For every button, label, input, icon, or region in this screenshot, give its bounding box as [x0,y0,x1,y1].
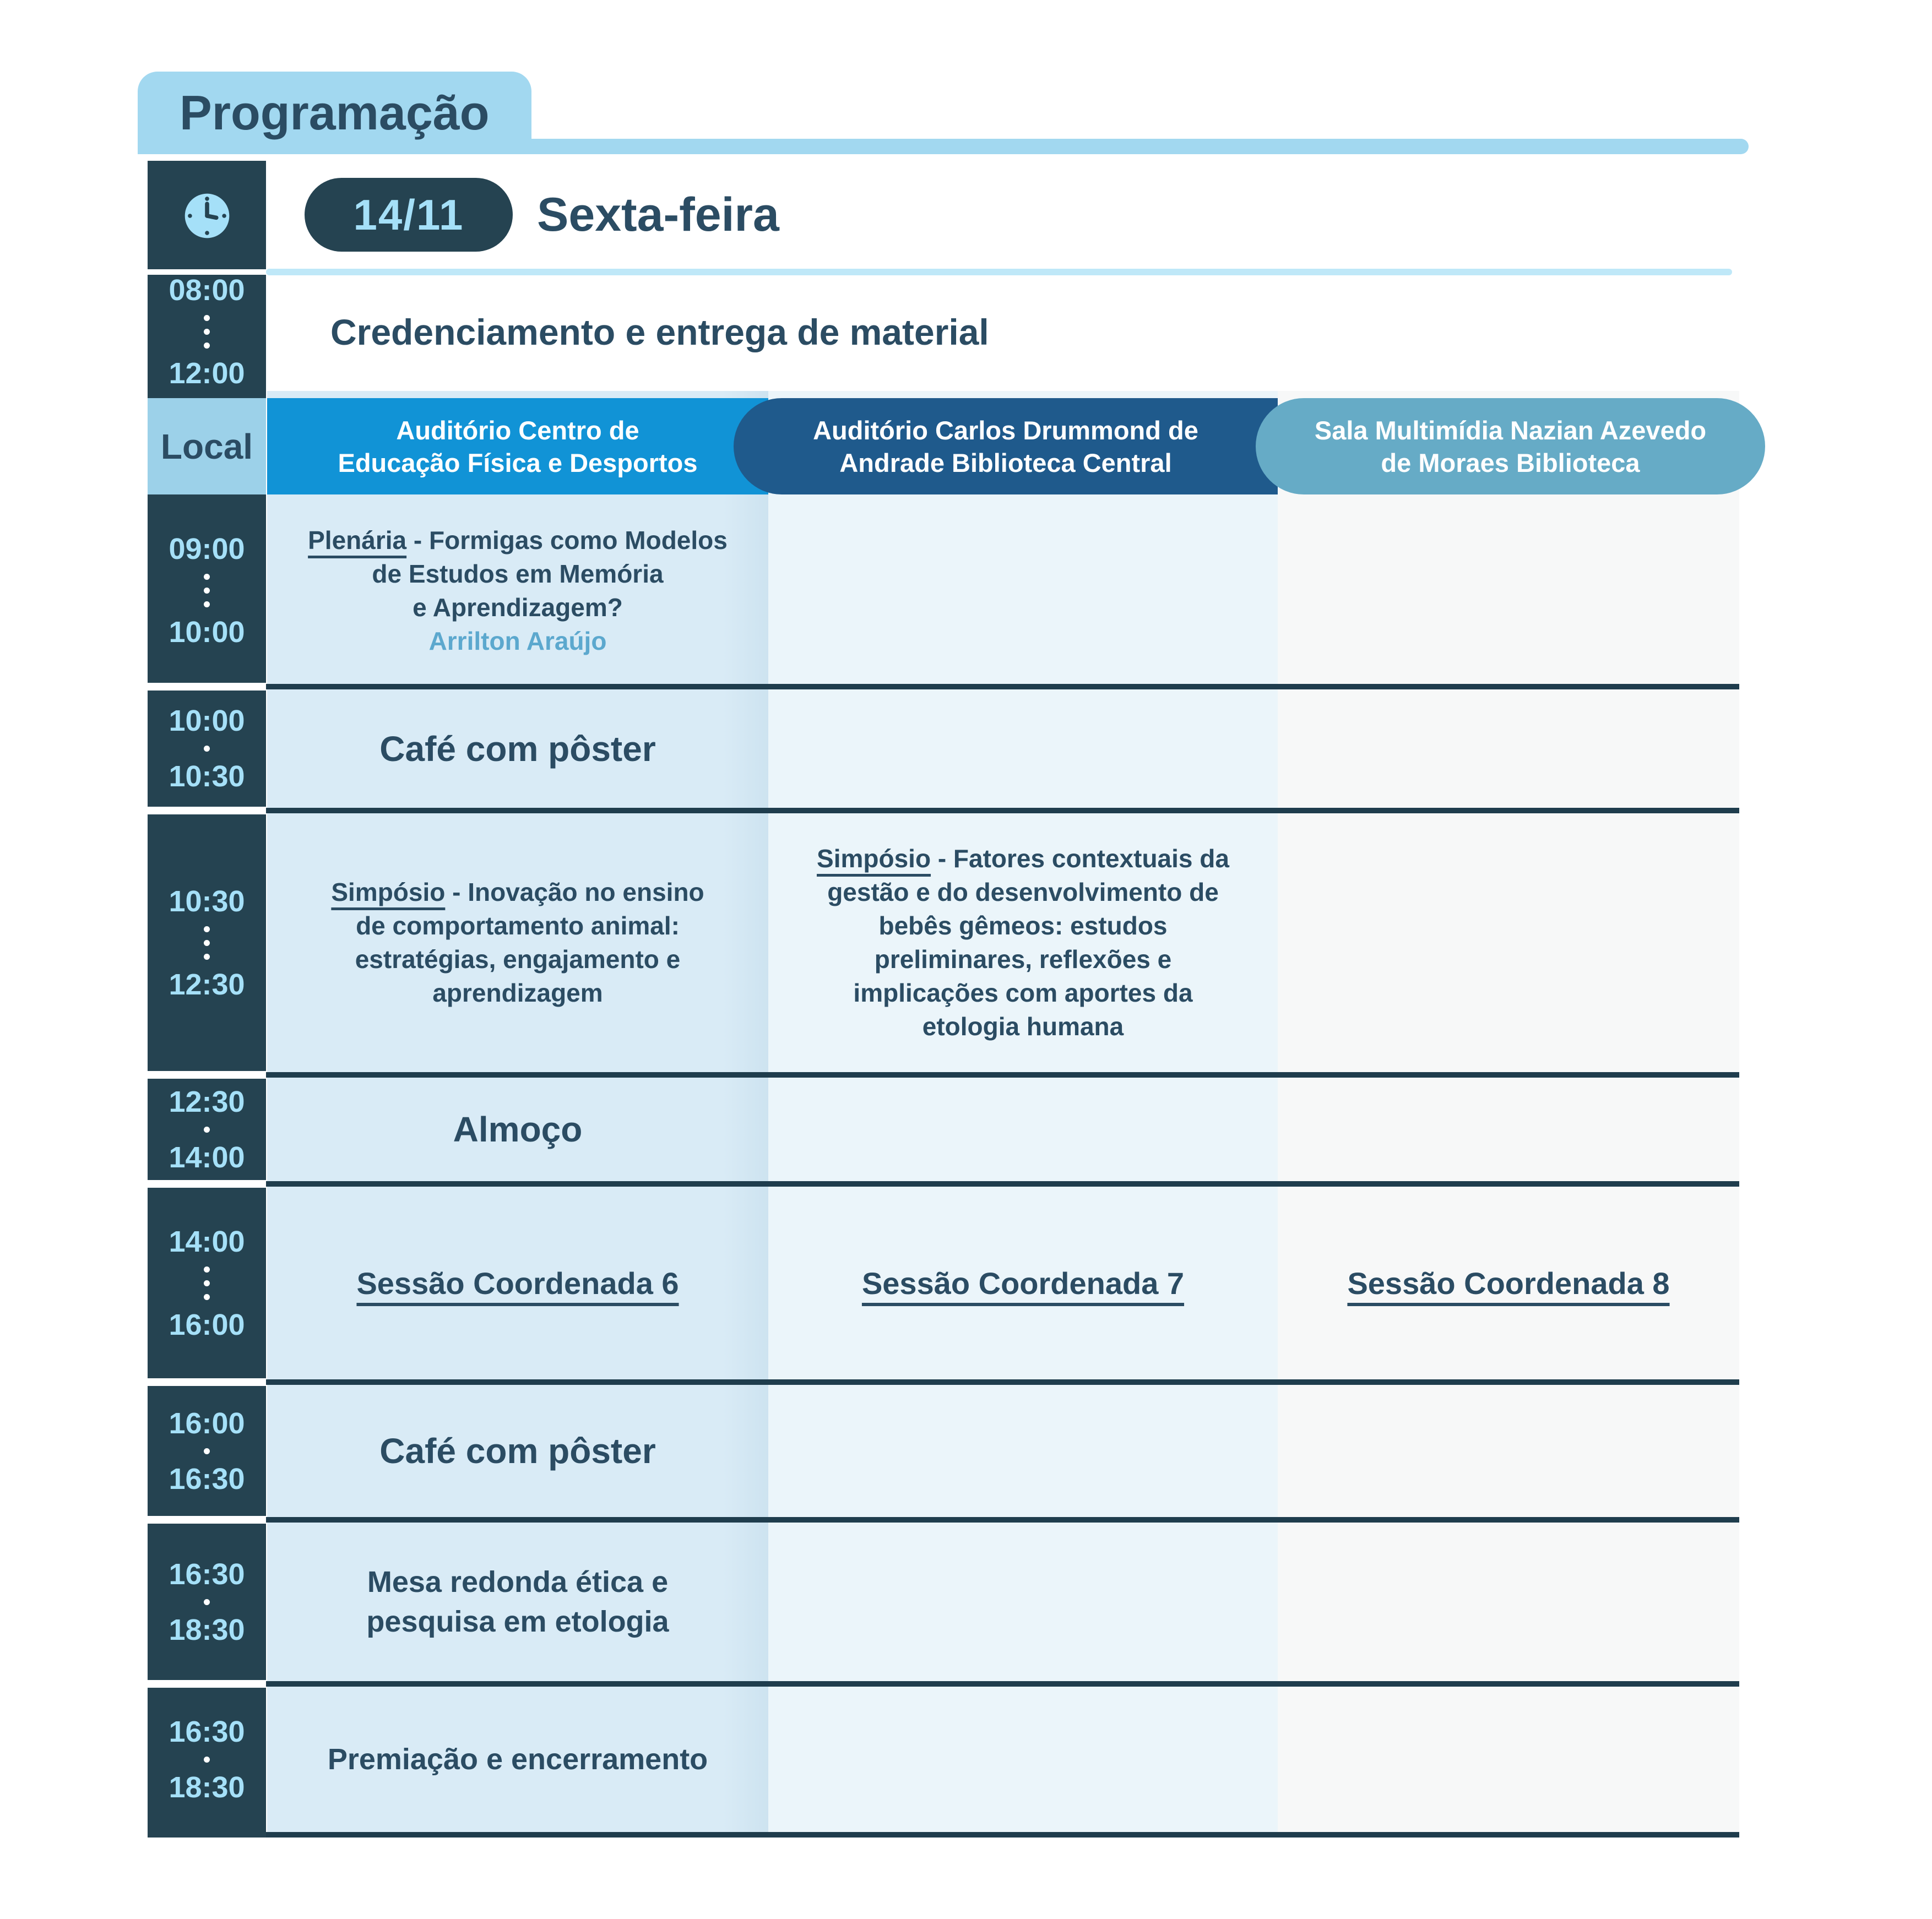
event-title-line: de comportamento animal: [356,911,680,940]
local-header-cell [148,398,266,494]
event-title: - Inovação no ensino [445,878,704,906]
time-dots [204,1444,210,1458]
time-start: 16:00 [169,1406,245,1440]
venue-header-auditorio-drummond [734,398,1278,494]
time-end: 12:00 [169,357,245,390]
event-title: Sessão Coordenada 8 [1347,1265,1670,1301]
time-dots [204,1753,210,1766]
time-end: 18:30 [169,1770,245,1804]
event-plenaria [267,494,768,687]
page-title: Programação [180,85,490,140]
venue-line: Auditório Carlos Drummond de [813,415,1198,445]
event-title-line: etologia humana [922,1012,1124,1041]
time-start: 09:00 [169,532,245,566]
venue-line: Auditório Centro de [396,415,639,445]
event-title: Almoço [453,1110,583,1149]
time-range [148,1075,266,1184]
time-dots [204,742,210,755]
venue-header-sala-multimidia [1256,398,1765,494]
event-title-line: implicações com aportes da [853,978,1193,1007]
column-2-background [768,391,1278,1836]
time-start: 16:30 [169,1715,245,1748]
event-title-line: gestão e do desenvolvimento de [827,878,1219,906]
time-range [148,1184,266,1382]
time-start: 12:30 [169,1085,245,1118]
date-badge-label: 14/11 [353,190,464,239]
time-end: 18:30 [169,1613,245,1646]
event-title: - Formigas como Modelos [406,525,728,555]
event-type-tag: Simpósio [817,844,931,873]
header-underline [266,269,1732,275]
event-title-line: pesquisa em etologia [366,1605,669,1638]
time-dots [204,311,210,352]
time-start: 08:00 [169,274,245,307]
row-divider [266,1379,1739,1385]
row-divider [266,1681,1739,1687]
event-registration: Credenciamento e entrega de material [330,311,989,352]
event-sessao-coordenada-7 [768,1184,1278,1382]
page-title-tab [138,72,531,154]
time-range [148,1382,266,1520]
venue-line: de Moraes Biblioteca [1381,448,1640,477]
event-type-tag: Simpósio [331,878,446,906]
event-title-line: bebês gêmeos: estudos [878,911,1168,940]
time-range [148,1520,266,1684]
header-accent-bar [523,139,1749,154]
event-title-line: Mesa redonda ética e [367,1565,669,1599]
time-end: 16:00 [169,1308,245,1341]
table-bottom-divider [266,1832,1739,1838]
time-start: 10:00 [169,704,245,737]
time-start: 14:00 [169,1225,245,1258]
event-title-line [308,524,728,557]
event-almoco [267,1075,768,1184]
event-premiacao [267,1684,768,1835]
time-end: 16:30 [169,1462,245,1496]
time-range [148,687,266,811]
date-badge [305,178,513,252]
time-end: 12:30 [169,967,245,1001]
event-title-line [331,876,704,909]
time-dots [204,1123,210,1137]
event-title: Premiação e encerramento [327,1743,708,1776]
venue-header-auditorio-cefd [267,398,768,494]
time-end: 10:30 [169,760,245,793]
column-3-background [1278,391,1739,1836]
local-label: Local [160,426,253,466]
event-sessao-coordenada-8 [1278,1184,1739,1382]
day-label: Sexta-feira [537,188,779,241]
row-divider [266,684,1739,689]
time-dots [204,570,210,611]
row-divider [266,808,1739,813]
event-title: Café com pôster [379,1431,656,1471]
time-dots [204,1263,210,1304]
event-sessao-coordenada-6 [267,1184,768,1382]
event-simposio-gemeos [768,811,1278,1075]
time-dots [204,922,210,964]
row-divider [266,1181,1739,1187]
clock-icon [184,193,230,239]
event-title-line: aprendizagem [432,978,603,1007]
event-title-line: estratégias, engajamento e [355,945,681,974]
event-title: Café com pôster [379,729,656,769]
venue-line: Educação Física e Desportos [338,448,698,477]
time-dots [204,1595,210,1609]
venue-line: Sala Multimídia Nazian Azevedo [1314,415,1707,445]
time-end: 14:00 [169,1140,245,1174]
event-speaker: Arrilton Araújo [428,626,607,655]
time-range [148,811,266,1075]
time-range [148,1684,266,1835]
event-title: Sessão Coordenada 6 [356,1265,679,1301]
event-title-line: de Estudos em Memória [372,559,664,588]
time-start: 16:30 [169,1557,245,1591]
event-type-tag: Plenária [308,525,407,555]
event-title: - Fatores contextuais da [931,844,1229,873]
time-end: 10:00 [169,616,245,649]
event-cafe-com-poster-2 [267,1382,768,1520]
event-title-line [817,842,1229,876]
time-start: 10:30 [169,884,245,918]
event-cafe-com-poster [267,687,768,811]
event-title-line: e Aprendizagem? [413,592,623,622]
venue-line: Andrade Biblioteca Central [839,448,1172,477]
event-simposio-ensino [267,811,768,1075]
row-divider [266,1517,1739,1523]
event-title: Sessão Coordenada 7 [861,1265,1185,1301]
event-mesa-redonda [267,1520,768,1684]
time-range-registration [148,275,266,388]
event-title-line: preliminares, reflexões e [874,945,1172,974]
time-range [148,494,266,687]
row-divider [266,1072,1739,1078]
